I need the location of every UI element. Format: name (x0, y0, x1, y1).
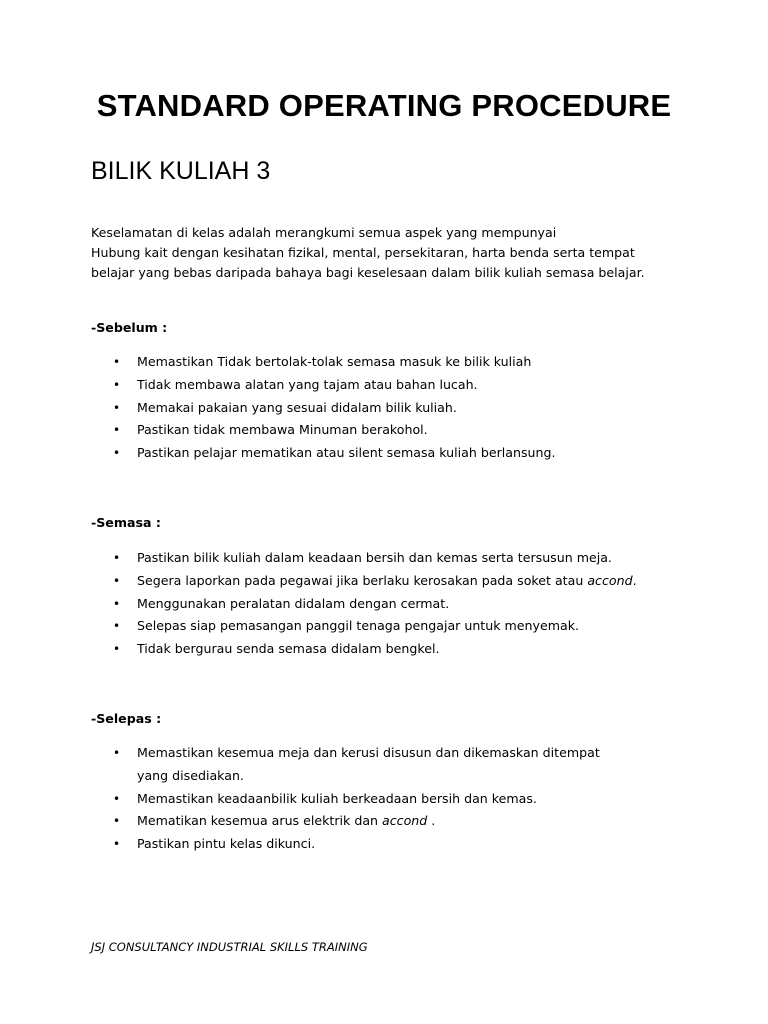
bullet-icon: • (113, 791, 121, 806)
list-item (0, 833, 637, 856)
list-item (0, 788, 637, 811)
section-heading-semasa: -Semasa : (91, 515, 161, 530)
bullet-icon: • (113, 423, 121, 438)
list-item (0, 397, 637, 420)
bullet-icon: • (113, 355, 121, 369)
document-subtitle: BILIK KULIAH 3 (91, 157, 271, 185)
intro-line: belajar yang bebas daripada bahaya bagi keselesaan dalam bilik kuliah semasa belajar. (91, 265, 645, 280)
list-item (0, 374, 637, 397)
bullet-icon: • (113, 400, 121, 415)
list-item-text: Pastikan pelajar mematikan atau silent semasa kuliah berlansung. (137, 445, 556, 461)
bullet-icon: • (113, 596, 121, 611)
list-item-italic: accond (382, 813, 428, 829)
bullet-icon: • (113, 746, 121, 760)
list-item (0, 810, 637, 833)
document-title: STANDARD OPERATING PROCEDURE (96, 88, 672, 123)
bullet-icon: • (113, 837, 121, 852)
list-item-text: Selepas siap pemasangan panggil tenaga pengajar untuk menyemak. (137, 618, 579, 634)
list-item-text: Memastikan kesemua meja dan kerusi disusun dan dikemaskan ditempat yang disediakan. (137, 745, 600, 783)
list-item (0, 615, 637, 638)
list-item-text: Tidak bergurau senda semasa didalam bengkel. (137, 641, 440, 657)
list-item (0, 351, 637, 374)
list-item (0, 442, 637, 465)
intro-line: Keselamatan di kelas adalah merangkumi semua aspek yang mempunyai (91, 225, 557, 240)
bullet-icon: • (113, 573, 121, 588)
document-footer: JSJ CONSULTANCY INDUSTRIAL SKILLS TRAINING (91, 940, 368, 954)
list-sebelum (0, 351, 768, 465)
list-item (0, 547, 637, 570)
list-item-text: Memakai pakaian yang sesuai didalam bilik kuliah. (137, 399, 457, 415)
list-item (0, 593, 637, 616)
bullet-icon: • (113, 619, 121, 634)
intro-line: Hubung kait dengan kesihatan fizikal, mental, persekitaran, harta benda serta tempat (91, 245, 635, 260)
list-item (0, 638, 637, 661)
list-item-text: Pastikan bilik kuliah dalam keadaan bersih dan kemas serta tersusun meja. (137, 550, 612, 565)
list-item-text: Memastikan Tidak bertolak-tolak semasa masuk ke bilik kuliah (137, 354, 532, 369)
list-item-suffix: . (427, 813, 436, 829)
section-heading-sebelum: -Sebelum : (91, 320, 168, 335)
section-heading-selepas: -Selepas : (91, 711, 162, 726)
list-item (0, 742, 632, 788)
list-item (0, 419, 637, 442)
list-item (0, 570, 637, 593)
list-item-suffix: . (632, 572, 637, 588)
list-item-text: Menggunakan peralatan didalam dengan cermat. (137, 595, 450, 611)
list-item-italic: accond (587, 572, 633, 588)
list-selepas (0, 742, 768, 856)
list-item-text: Tidak membawa alatan yang tajam atau bahan lucah. (137, 376, 478, 392)
intro-paragraph (91, 223, 691, 283)
bullet-icon: • (113, 377, 121, 392)
bullet-icon: • (113, 551, 121, 565)
list-item-text: Mematikan kesemua arus elektrik dan (137, 813, 383, 829)
list-semasa (0, 547, 768, 661)
list-item-text: Pastikan tidak membawa Minuman berakohol. (137, 422, 428, 438)
bullet-icon: • (113, 642, 121, 657)
list-item-text: Memastikan keadaanbilik kuliah berkeadaan bersih dan kemas. (137, 790, 537, 806)
bullet-icon: • (113, 446, 121, 461)
list-item-text: Segera laporkan pada pegawai jika berlaku kerosakan pada soket atau (137, 572, 588, 588)
list-item-text: Pastikan pintu kelas dikunci. (137, 836, 316, 852)
bullet-icon: • (113, 814, 121, 829)
